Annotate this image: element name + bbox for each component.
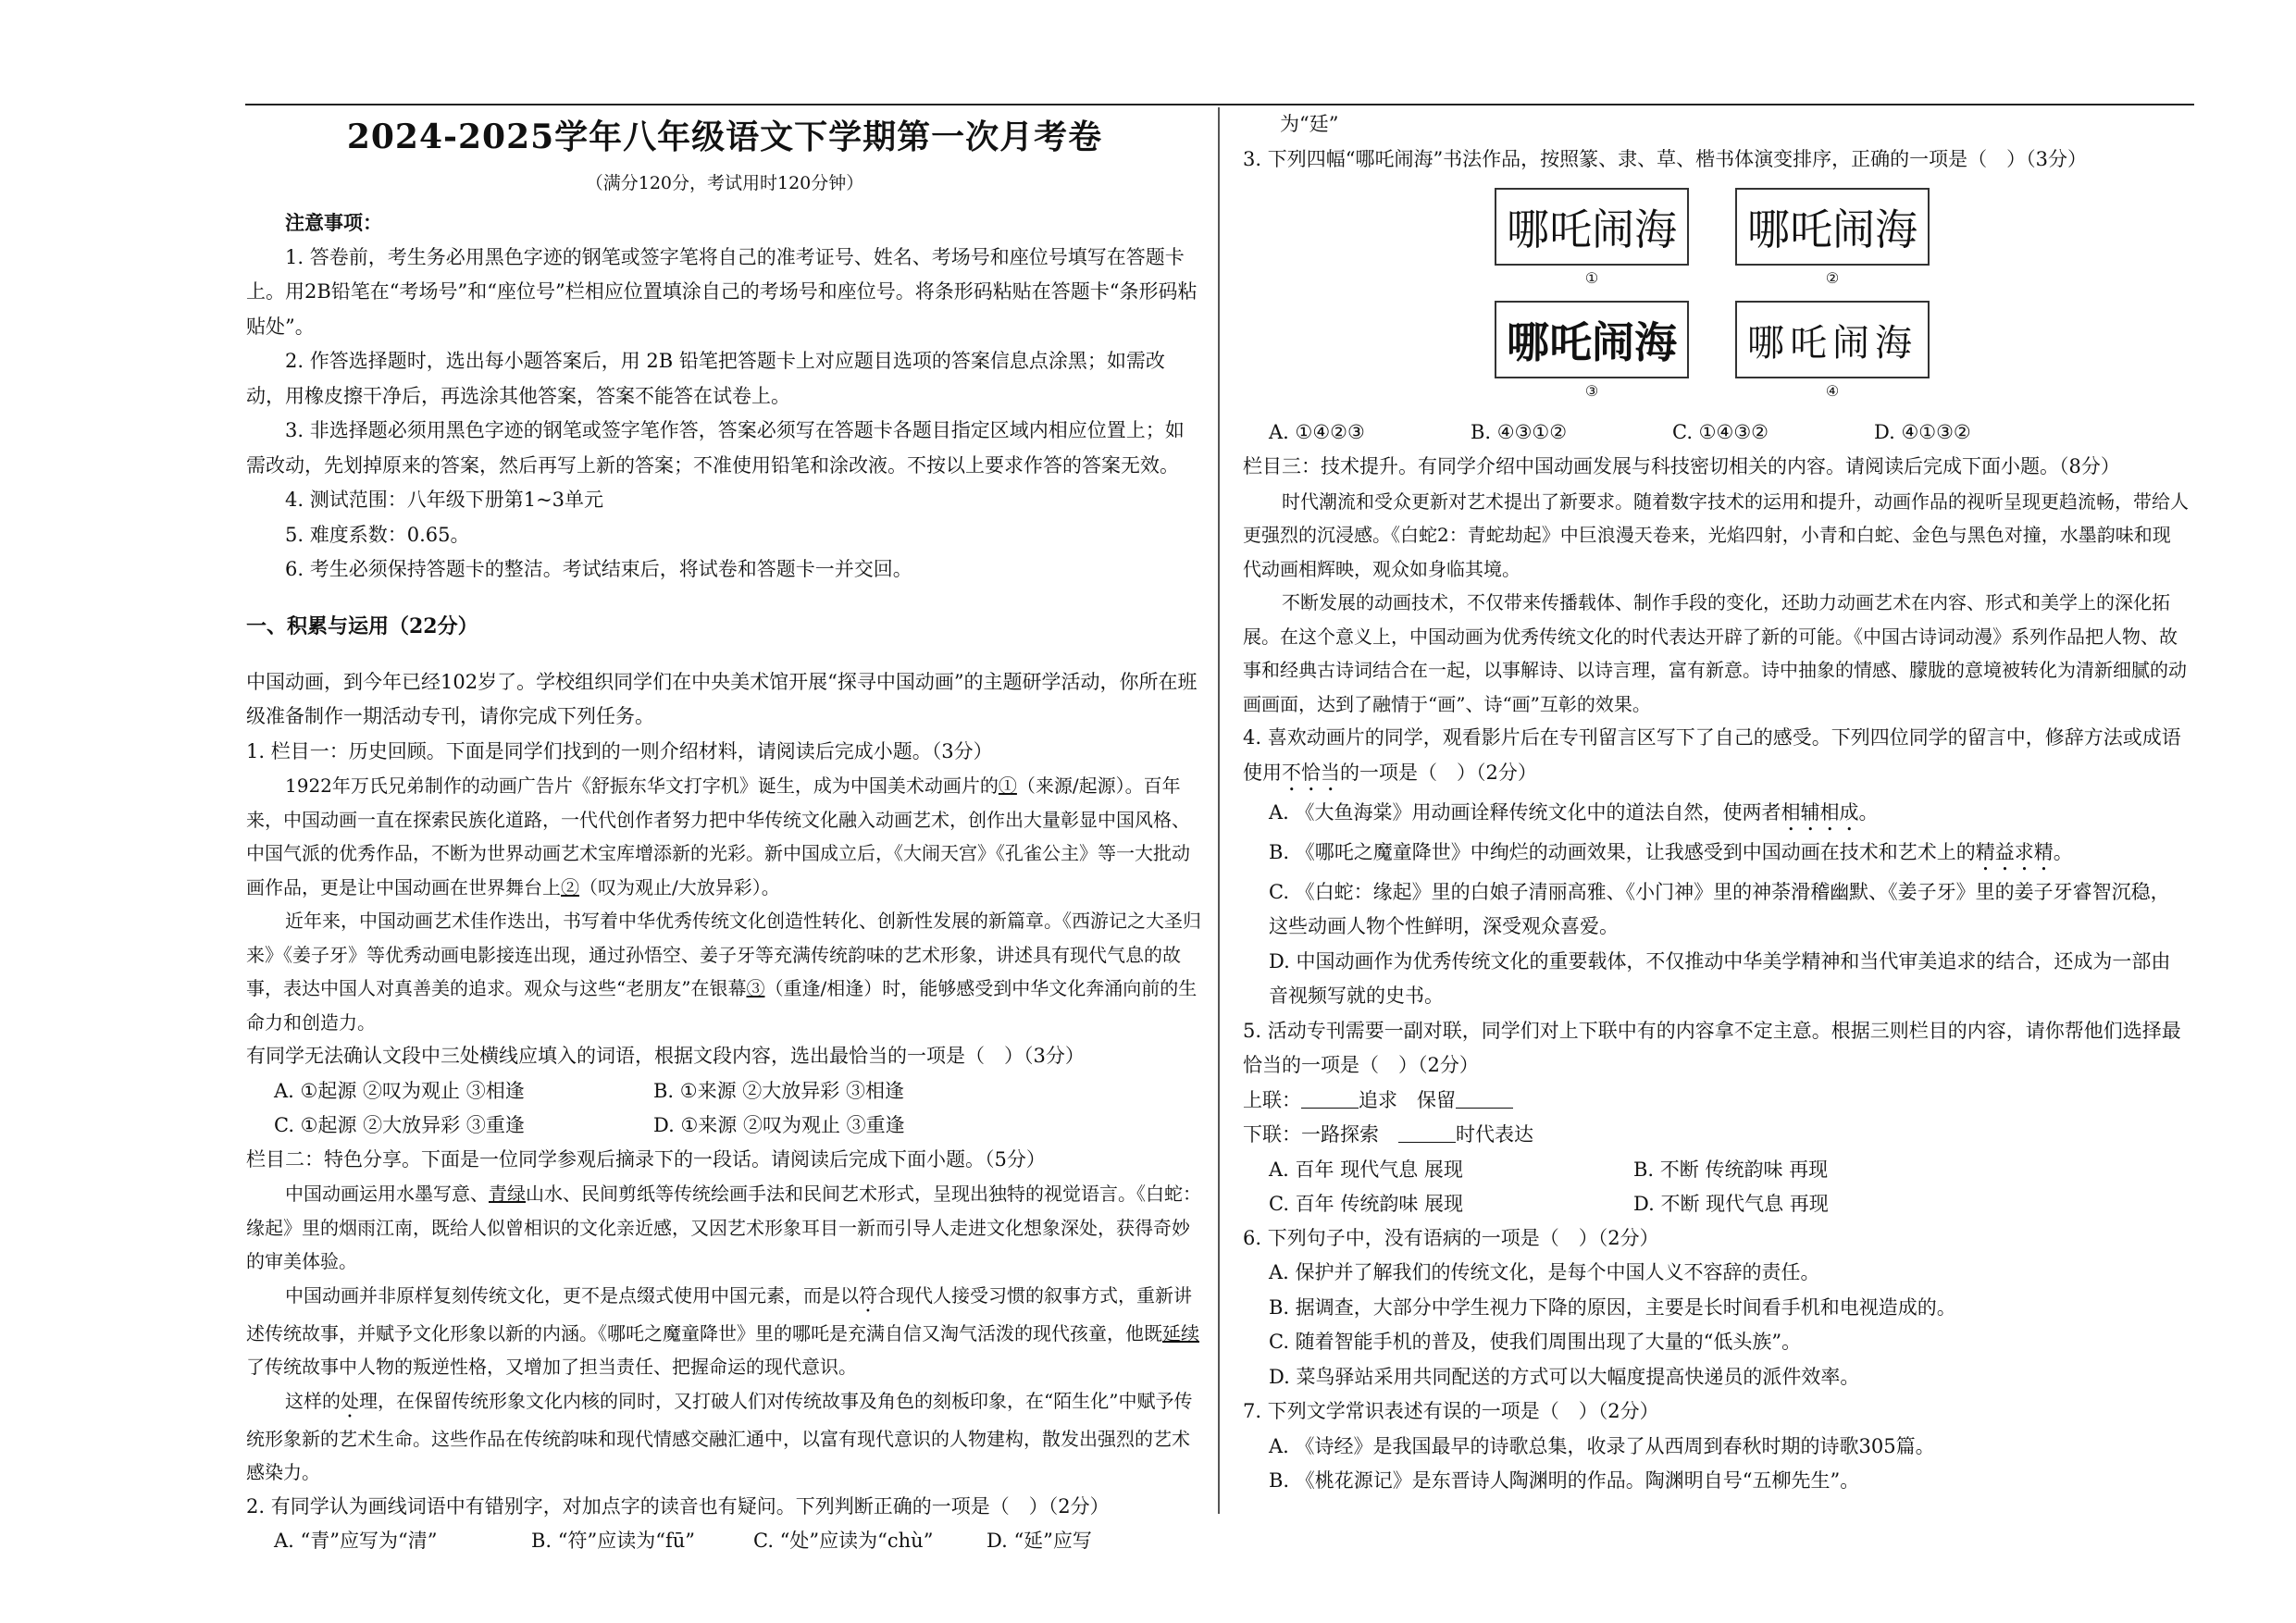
right-column <box>1243 107 2189 1499</box>
calligraphy-label-4: ④ <box>1825 382 1840 400</box>
underlined-word-qinglv: 青绿 <box>489 1183 526 1205</box>
calligraphy-2: 哪吒闹海 <box>1735 188 1930 266</box>
option-d[interactable]: D. ④①③② <box>1874 421 1971 443</box>
history-text: （来源/起源）。百年来，中国动画一直在探索民族化道路，一代代创作者努力把中华传统文化融入动画艺术，创作出大量彰显中国风格、中国气派的优秀作品，不断为世界动画艺术宝库增添新的光彩。新中国成立后，《大闹天宫》《孔雀公主》等一大批动画作品，更是让中国动画在世界舞台上 <box>246 774 1190 898</box>
history-text: （叹为观止/大放异彩）。 <box>579 875 780 898</box>
question-5-options-row1 <box>1243 1153 2189 1187</box>
dotted-char-fu: 符 <box>859 1283 877 1307</box>
question-5-options-row2 <box>1243 1187 2189 1221</box>
feature-text: 山水、民间剪纸等传统绘画手法和民间艺术形式，呈现出独特的视觉语言。《白蛇：缘起》里的烟雨江南，既给人似曾相识的文化亲近感，又因艺术形象耳目一新而引导人走进文化想象深处，获得奇妙的审美体验。 <box>246 1183 1201 1272</box>
question-4-option-a[interactable] <box>1243 796 2189 836</box>
history-text: 近年来，中国动画艺术佳作迭出，书写着中华优秀传统文化创造性转化、创新性发展的新篇章。《西游记之大圣归来》《姜子牙》等优秀动画电影接连出现，通过孙悟空、姜子牙等充满传统韵味的艺术形象，讲述具有现代气息的故事，表达中国人对真善美的追求。观众与这些“老朋友”在银幕 <box>246 910 1201 999</box>
feature-text: 理，在保留传统形象文化内核的同时，又打破人们对传统故事及角色的刻板印象，在“陌生化”中赋予传统形象新的艺术生命。这些作品在传统韵味和现代情感交融汇通中，以富有现代意识的人物建构，散发出强烈的艺术感染力。 <box>246 1389 1193 1483</box>
question-1-options-row1 <box>246 1074 1203 1109</box>
q4-text: 4. 喜欢动画片的同学，观看影片后在专刊留言区写下了自己的感受。下列四位同学的留言中，修辞方法或成语使用 <box>1243 726 2181 784</box>
option-b[interactable]: B. ①来源 ②大放异彩 ③相逢 <box>653 1079 904 1102</box>
exam-subtitle: （满分120分，考试用时120分钟） <box>585 173 864 193</box>
feature-text: 中国动画并非原样复刻传统文化，更不是点缀式使用中国元素，而是以 <box>285 1283 859 1307</box>
option-d[interactable]: D. 不断 现代气息 再现 <box>1633 1192 1829 1215</box>
top-rule <box>245 104 2194 105</box>
tech-paragraph-1: 时代潮流和受众更新对艺术提出了新要求。随着数字技术的运用和提升，动画作品的视听呈现更趋流畅，带给人更强烈的沉浸感。《白蛇2：青蛇劫起》中巨浪漫天卷来，光焰四射，小青和白蛇、金色与黑色对撞，水墨韵味和现代动画相辉映，观众如身临其境。 <box>1243 489 2189 580</box>
couplet-blank-2[interactable] <box>1456 1089 1513 1109</box>
question-1-stem: 有同学无法确认文段中三处横线应填入的词语，根据文段内容，选出最恰当的一项是（ ）（3分） <box>246 1045 1085 1067</box>
question-2-stem: 2. 有同学认为画线词语中有错别字，对加点字的读音也有疑问。下列判断正确的一项是（ ）（2分） <box>246 1494 1110 1518</box>
option-d[interactable]: D. ①来源 ②叹为观止 ③重逢 <box>653 1113 905 1136</box>
note-item-3: 3. 非选择题必须用黑色字迹的钢笔或签字笔作答，答案必须写在答题卡各题目指定区域内相应位置上；如需改动，先划掉原来的答案，然后再写上新的答案；不准使用铅笔和涂改液。不按以上要求作答的答案无效。 <box>246 419 1185 477</box>
couplet-lower-text: 下联：一路探索 <box>1243 1123 1398 1146</box>
feature-paragraph-2 <box>246 1279 1203 1384</box>
question-7-option-a[interactable]: A. 《诗经》是我国最早的诗歌总集，收录了从西周到春秋时期的诗歌305篇。 <box>1269 1434 1935 1457</box>
question-4-option-c[interactable]: C. 《白蛇：缘起》里的白娘子清丽高雅、《小门神》里的神荼滑稽幽默、《姜子牙》里的姜子牙睿智沉稳，这些动画人物个性鲜明，深受观众喜爱。 <box>1269 880 2170 937</box>
calligraphy-4: 哪吒闹海 <box>1735 301 1930 378</box>
note-item-6: 6. 考生必须保持答题卡的整洁。考试结束后，将试卷和答题卡一并交回。 <box>285 558 912 580</box>
blank-2: ② <box>561 875 579 898</box>
question-4-option-b[interactable] <box>1243 836 2189 875</box>
q4-text: 的一项是（ ）（2分） <box>1340 761 1537 784</box>
question-3-options <box>1243 415 2189 450</box>
question-6-option-c[interactable]: C. 随着智能手机的普及，使我们周围出现了大量的“低头族”。 <box>1269 1331 1802 1353</box>
calligraphy-figure <box>1243 180 2189 412</box>
feature-text: 合现代人接受习惯的叙事方式，重新讲述传统故事，并赋予文化形象以新的内涵。《哪吒之魔童降世》里的哪吒是充满自信又淘气活泼的现代孩童，他既 <box>246 1283 1192 1344</box>
option-c[interactable]: C. “处”应读为“chù” <box>753 1530 934 1552</box>
option-a[interactable]: A. ①起源 ②叹为观止 ③相逢 <box>274 1079 525 1102</box>
history-text: 1922年万氏兄弟制作的动画广告片《舒振东华文打字机》诞生，成为中国美术动画片的 <box>285 774 999 797</box>
history-paragraph-2 <box>246 904 1203 1039</box>
question-2-continued: 为“廷” <box>1280 113 1339 135</box>
question-7-stem: 7. 下列文学常识表述有误的一项是（ ）（2分） <box>1243 1400 1659 1422</box>
option-d[interactable]: D. “延”应写 <box>987 1530 1092 1552</box>
feature-text: 了传统故事中人物的叛逆性格，又增加了担当责任、把握命运的现代意识。 <box>246 1356 857 1378</box>
underlined-word-yanxu: 延续 <box>1162 1321 1199 1344</box>
column-3-heading: 栏目三：技术提升。有同学介绍中国动画发展与科技密切相关的内容。请阅读后完成下面小题。（8分） <box>1243 455 2120 477</box>
question-6-stem: 6. 下列句子中，没有语病的一项是（ ）（2分） <box>1243 1226 1659 1249</box>
column-divider <box>1218 107 1220 1514</box>
couplet-upper-label: 上联： <box>1243 1088 1301 1111</box>
couplet-lower-text: 时代表达 <box>1456 1123 1533 1146</box>
option-a[interactable]: A. “青”应写为“清” <box>274 1530 438 1552</box>
note-item-2: 2. 作答选择题时，选出每小题答案后，用 2B 铅笔把答题卡上对应题目选项的答案信息点涂黑；如需改动，用橡皮擦干净后，再选涂其他答案，答案不能答在试卷上。 <box>246 350 1165 407</box>
q4-a-text: A. 《大鱼海棠》用动画诠释传统文化中的道法自然，使两者 <box>1269 800 1781 824</box>
history-paragraph-1 <box>246 769 1203 904</box>
dotted-char-chu: 处 <box>341 1389 359 1412</box>
calligraphy-label-1: ① <box>1584 269 1599 287</box>
couplet-lower <box>1243 1118 2189 1153</box>
question-6-option-b[interactable]: B. 据调查，大部分中学生视力下降的原因，主要是长时间看手机和电视造成的。 <box>1269 1295 1956 1319</box>
option-c[interactable]: C. 百年 传统韵味 展现 <box>1269 1192 1464 1215</box>
left-column <box>246 109 1203 1558</box>
option-b[interactable]: B. “符”应读为“fū” <box>531 1530 696 1552</box>
column-2-heading: 栏目二：特色分享。下面是一位同学参观后摘录下的一段话。请阅读后完成下面小题。（5分） <box>246 1147 1046 1171</box>
question-6-option-a[interactable]: A. 保护并了解我们的传统文化，是每个中国人义不容辞的责任。 <box>1269 1261 1820 1283</box>
question-5-stem: 5. 活动专刊需要一副对联，同学们对上下联中有的内容拿不定主意。根据三则栏目的内容，请你帮他们选择最恰当的一项是（ ）（2分） <box>1243 1019 2181 1076</box>
note-item-4: 4. 测试范围：八年级下册第1~3单元 <box>285 489 604 511</box>
question-1-heading: 1. 栏目一：历史回顾。下面是同学们找到的一则介绍材料，请阅读后完成小题。（3分） <box>246 739 993 762</box>
question-4-option-d[interactable]: D. 中国动画作为优秀传统文化的重要载体，不仅推动中华美学精神和当代审美追求的结合，还成为一部由音视频写就的史书。 <box>1269 949 2171 1007</box>
q4-b-text: 。 <box>2053 840 2073 863</box>
dotted-idiom-b: 精益求精 <box>1975 840 2054 863</box>
question-3-stem: 3. 下列四幅“哪吒闹海”书法作品，按照篆、隶、草、楷书体演变排序，正确的一项是（ ）（3分） <box>1243 147 2088 170</box>
question-6-option-d[interactable]: D. 菜鸟驿站采用共同配送的方式可以大幅度提高快递员的派件效率。 <box>1269 1365 1860 1388</box>
option-a[interactable]: A. 百年 现代气息 展现 <box>1269 1158 1463 1181</box>
option-a[interactable]: A. ①④②③ <box>1269 421 1365 443</box>
blank-3: ③ <box>746 977 765 999</box>
note-item-5: 5. 难度系数：0.65。 <box>285 523 470 546</box>
option-b[interactable]: B. 不断 传统韵味 再现 <box>1633 1158 1829 1181</box>
calligraphy-label-3: ③ <box>1584 382 1599 400</box>
question-7-option-b[interactable]: B. 《桃花源记》是东晋诗人陶渊明的作品。陶渊明自号“五柳先生”。 <box>1269 1469 1860 1492</box>
history-text: （重逢/相逢）时，能够感受到中华文化奔涌向前的生命力和创造力。 <box>246 977 1198 1034</box>
blank-1: ① <box>998 774 1017 797</box>
couplet-upper <box>1243 1084 2189 1119</box>
feature-paragraph-3 <box>246 1384 1203 1490</box>
feature-text: 这样的 <box>285 1389 341 1412</box>
feature-paragraph-1 <box>246 1177 1203 1279</box>
section-heading: 一、积累与运用（22分） <box>246 613 478 638</box>
question-1-options-row2 <box>246 1109 1203 1143</box>
dotted-word-buqiadang: 不恰当 <box>1282 761 1340 784</box>
question-4-stem <box>1243 721 2189 796</box>
couplet-blank-1[interactable] <box>1301 1089 1359 1109</box>
calligraphy-label-2: ② <box>1825 269 1840 287</box>
option-b[interactable]: B. ④③①② <box>1471 421 1568 443</box>
option-c[interactable]: C. ①④③② <box>1672 421 1769 443</box>
tech-paragraph-2: 不断发展的动画技术，不仅带来传播载体、制作手段的变化，还助力动画艺术在内容、形式和美学上的深化拓展。在这个意义上，中国动画为优秀传统文化的时代表达开辟了新的可能。《中国古诗词动漫》系列作品把人物、故事和经典古诗词结合在一起，以事解诗、以诗言理，富有新意。诗中抽象的情感、朦胧的意境被转化为清新细腻的动画画面，达到了融情于“画”、诗“画”互彰的效果。 <box>1243 591 2187 715</box>
couplet-blank-3[interactable] <box>1398 1123 1456 1143</box>
calligraphy-1: 哪吒闹海 <box>1495 188 1689 266</box>
note-item-1: 1. 答卷前，考生务必用黑色字迹的钢笔或签字笔将自己的准考证号、姓名、考场号和座位号填写在答题卡上。用2B铅笔在“考场号”和“座位号”栏相应位置填涂自己的考场号和座位号。将条形码粘贴在答题卡“条形码粘贴处”。 <box>246 245 1198 338</box>
dotted-idiom-a: 相辅相成 <box>1781 800 1859 824</box>
section-intro: 中国动画，到今年已经102岁了。学校组织同学们在中央美术馆开展“探寻中国动画”的主题研学活动，你所在班级准备制作一期活动专刊，请你完成下列任务。 <box>246 670 1198 727</box>
notes-heading: 注意事项： <box>285 211 382 234</box>
calligraphy-3: 哪吒闹海 <box>1495 301 1689 378</box>
couplet-upper-text: 追求 保留 <box>1359 1088 1456 1111</box>
q4-a-text: 。 <box>1858 800 1879 824</box>
exam-title: 2024-2025学年八年级语文下学期第一次月考卷 <box>346 118 1103 156</box>
question-2-options <box>246 1524 1203 1558</box>
option-c[interactable]: C. ①起源 ②大放异彩 ③重逢 <box>274 1113 525 1136</box>
q4-b-text: B. 《哪吒之魔童降世》中绚烂的动画效果，让我感受到中国动画在技术和艺术上的 <box>1269 840 1976 863</box>
feature-text: 中国动画运用水墨写意、 <box>285 1183 489 1205</box>
